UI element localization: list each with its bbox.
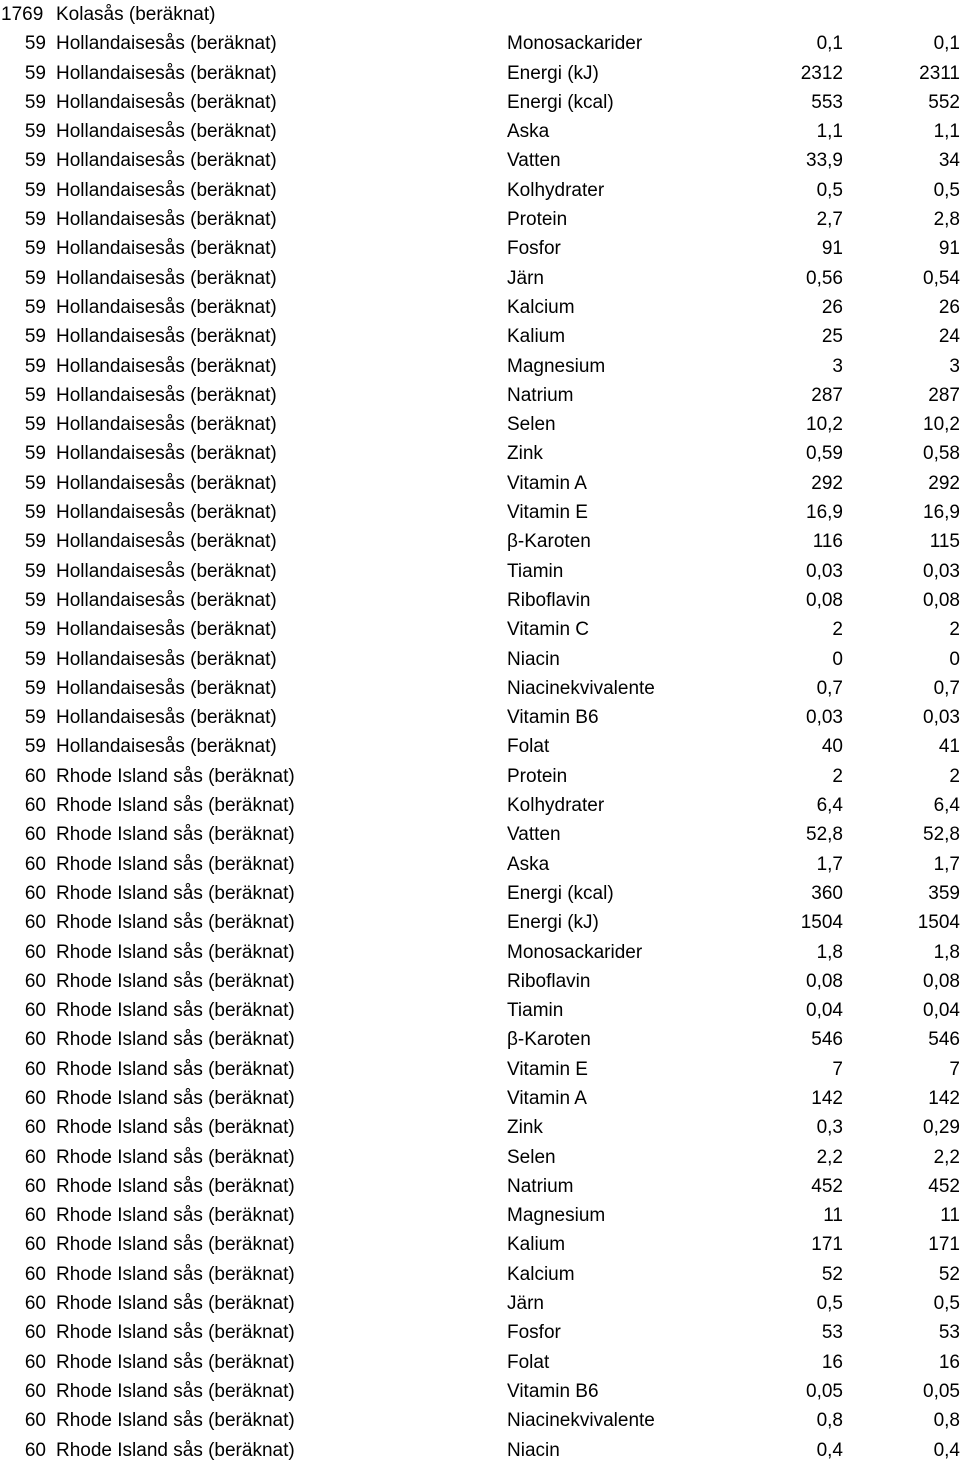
nutrient-name-cell: Zink bbox=[507, 443, 543, 465]
food-name-cell: Rhode Island sås (beräknat) bbox=[56, 1058, 295, 1080]
value-1-cell: 0,5 bbox=[816, 1293, 843, 1315]
food-id-cell: 59 bbox=[24, 707, 46, 729]
food-name-cell: Hollandaisesås (beräknat) bbox=[56, 179, 277, 201]
table-row bbox=[0, 469, 960, 498]
food-id-cell: 60 bbox=[24, 1351, 46, 1373]
header-row bbox=[0, 0, 960, 29]
nutrient-name-cell: Aska bbox=[507, 853, 550, 875]
value-1-cell: 16,9 bbox=[806, 502, 843, 524]
value-1-cell: 0,5 bbox=[816, 179, 843, 201]
nutrient-name-cell: Protein bbox=[507, 765, 568, 787]
value-1-cell: 0,4 bbox=[816, 1439, 843, 1461]
value-2-cell: 0,5 bbox=[933, 179, 960, 201]
value-2-cell: 0,03 bbox=[923, 707, 960, 729]
nutrient-name-cell: Niacinekvivalente bbox=[507, 1410, 655, 1432]
nutrient-name-cell: Vitamin B6 bbox=[507, 707, 599, 729]
nutrient-name-cell: Tiamin bbox=[507, 560, 564, 582]
food-id-cell: 60 bbox=[24, 1175, 46, 1197]
food-id-cell: 60 bbox=[24, 1293, 46, 1315]
nutrient-name-cell: Vitamin E bbox=[507, 1058, 588, 1080]
table-row bbox=[0, 1377, 960, 1406]
food-name-cell: Hollandaisesås (beräknat) bbox=[56, 296, 277, 318]
nutrient-name-cell: Niacin bbox=[507, 1439, 560, 1461]
food-id-cell: 59 bbox=[24, 33, 46, 55]
food-name-cell: Hollandaisesås (beräknat) bbox=[56, 326, 277, 348]
table-row bbox=[0, 820, 960, 849]
value-1-cell: 0,03 bbox=[806, 560, 843, 582]
value-2-cell: 52,8 bbox=[923, 824, 960, 846]
table-row bbox=[0, 1348, 960, 1377]
nutrient-name-cell: Zink bbox=[507, 1117, 543, 1139]
food-id-cell: 60 bbox=[24, 882, 46, 904]
value-1-cell: 0,1 bbox=[816, 33, 843, 55]
food-name-cell: Hollandaisesås (beräknat) bbox=[56, 648, 277, 670]
value-1-cell: 292 bbox=[811, 472, 843, 494]
nutrient-name-cell: Järn bbox=[507, 267, 544, 289]
table-row bbox=[0, 586, 960, 615]
food-name-cell: Rhode Island sås (beräknat) bbox=[56, 970, 295, 992]
table-row bbox=[0, 879, 960, 908]
value-1-cell: 2312 bbox=[800, 62, 843, 84]
value-2-cell: 1,1 bbox=[933, 121, 960, 143]
nutrient-name-cell: Vitamin A bbox=[507, 472, 587, 494]
food-id-cell: 59 bbox=[24, 560, 46, 582]
food-id-cell: 59 bbox=[24, 121, 46, 143]
table-row bbox=[0, 59, 960, 88]
value-1-cell: 0,08 bbox=[806, 970, 843, 992]
value-2-cell: 546 bbox=[928, 1029, 960, 1051]
value-2-cell: 0,08 bbox=[923, 970, 960, 992]
value-2-cell: 0,54 bbox=[923, 267, 960, 289]
nutrient-name-cell: Vitamin E bbox=[507, 502, 588, 524]
value-1-cell: 2,7 bbox=[816, 209, 843, 231]
food-id-cell: 59 bbox=[24, 619, 46, 641]
food-id-cell: 60 bbox=[24, 1263, 46, 1285]
value-1-cell: 142 bbox=[811, 1087, 843, 1109]
food-id-cell: 60 bbox=[24, 1410, 46, 1432]
nutrient-name-cell: Kalium bbox=[507, 326, 566, 348]
food-id-cell: 59 bbox=[24, 531, 46, 553]
value-2-cell: 0 bbox=[949, 648, 960, 670]
value-2-cell: 11 bbox=[940, 1205, 960, 1227]
value-2-cell: 24 bbox=[938, 326, 960, 348]
food-id-cell: 60 bbox=[24, 970, 46, 992]
food-name-cell: Hollandaisesås (beräknat) bbox=[56, 267, 277, 289]
food-id-cell: 59 bbox=[24, 589, 46, 611]
food-name-cell: Rhode Island sås (beräknat) bbox=[56, 1351, 295, 1373]
table-row bbox=[0, 205, 960, 234]
value-2-cell: 0,5 bbox=[933, 1293, 960, 1315]
table-row bbox=[0, 703, 960, 732]
table-row bbox=[0, 29, 960, 58]
food-name-cell: Hollandaisesås (beräknat) bbox=[56, 33, 277, 55]
food-name-cell: Hollandaisesås (beräknat) bbox=[56, 121, 277, 143]
food-name-cell: Rhode Island sås (beräknat) bbox=[56, 882, 295, 904]
nutrient-name-cell: Niacinekvivalente bbox=[507, 677, 655, 699]
nutrient-name-cell: Energi (kcal) bbox=[507, 91, 614, 113]
nutrient-name-cell: Folat bbox=[507, 736, 550, 758]
table-row bbox=[0, 1025, 960, 1054]
food-name-cell: Rhode Island sås (beräknat) bbox=[56, 1380, 295, 1402]
value-1-cell: 52 bbox=[821, 1263, 843, 1285]
food-name-cell: Hollandaisesås (beräknat) bbox=[56, 589, 277, 611]
nutrient-name-cell: Vatten bbox=[507, 824, 561, 846]
value-1-cell: 452 bbox=[811, 1175, 843, 1197]
table-row bbox=[0, 264, 960, 293]
value-2-cell: 53 bbox=[938, 1322, 960, 1344]
food-id-cell: 60 bbox=[24, 1439, 46, 1461]
food-id-cell: 59 bbox=[24, 150, 46, 172]
value-2-cell: 2,2 bbox=[933, 1146, 960, 1168]
nutrient-name-cell: Vitamin C bbox=[507, 619, 590, 641]
value-1-cell: 2,2 bbox=[816, 1146, 843, 1168]
value-1-cell: 10,2 bbox=[806, 414, 843, 436]
food-id-cell: 60 bbox=[24, 1029, 46, 1051]
nutrient-name-cell: Natrium bbox=[507, 384, 574, 406]
table-row bbox=[0, 410, 960, 439]
food-name-cell: Hollandaisesås (beräknat) bbox=[56, 91, 277, 113]
value-2-cell: 1,8 bbox=[933, 941, 960, 963]
table-row bbox=[0, 967, 960, 996]
food-name-cell: Rhode Island sås (beräknat) bbox=[56, 1205, 295, 1227]
value-2-cell: 34 bbox=[938, 150, 960, 172]
nutrient-name-cell: Energi (kJ) bbox=[507, 912, 599, 934]
food-id-cell: 59 bbox=[24, 62, 46, 84]
food-id-cell: 59 bbox=[24, 355, 46, 377]
food-name-cell: Rhode Island sås (beräknat) bbox=[56, 1263, 295, 1285]
value-1-cell: 287 bbox=[811, 384, 843, 406]
header-food-name: Kolasås (beräknat) bbox=[56, 4, 216, 25]
table-row bbox=[0, 352, 960, 381]
value-2-cell: 0,05 bbox=[923, 1380, 960, 1402]
nutrient-name-cell: Kolhydrater bbox=[507, 179, 605, 201]
value-1-cell: 171 bbox=[811, 1234, 843, 1256]
value-2-cell: 2 bbox=[949, 765, 960, 787]
value-1-cell: 0,05 bbox=[806, 1380, 843, 1402]
nutrient-name-cell: Natrium bbox=[507, 1175, 574, 1197]
food-id-cell: 60 bbox=[24, 1380, 46, 1402]
value-1-cell: 1,7 bbox=[816, 853, 843, 875]
table-body bbox=[0, 29, 960, 1465]
food-id-cell: 59 bbox=[24, 267, 46, 289]
food-name-cell: Hollandaisesås (beräknat) bbox=[56, 209, 277, 231]
value-2-cell: 2311 bbox=[919, 62, 960, 84]
nutrient-name-cell: Kolhydrater bbox=[507, 795, 605, 817]
value-2-cell: 171 bbox=[928, 1234, 960, 1256]
nutrient-name-cell: Aska bbox=[507, 121, 550, 143]
value-1-cell: 25 bbox=[821, 326, 843, 348]
food-id-cell: 59 bbox=[24, 677, 46, 699]
food-name-cell: Rhode Island sås (beräknat) bbox=[56, 1087, 295, 1109]
nutrient-name-cell: β-Karoten bbox=[507, 1029, 591, 1051]
food-id-cell: 59 bbox=[24, 179, 46, 201]
food-name-cell: Rhode Island sås (beräknat) bbox=[56, 941, 295, 963]
nutrient-name-cell: Folat bbox=[507, 1351, 550, 1373]
food-id-cell: 59 bbox=[24, 648, 46, 670]
value-2-cell: 52 bbox=[938, 1263, 960, 1285]
food-name-cell: Rhode Island sås (beräknat) bbox=[56, 824, 295, 846]
value-1-cell: 26 bbox=[821, 296, 843, 318]
table-row bbox=[0, 1055, 960, 1084]
food-id-cell: 60 bbox=[24, 1234, 46, 1256]
table-row bbox=[0, 645, 960, 674]
food-id-cell: 59 bbox=[24, 502, 46, 524]
value-2-cell: 91 bbox=[938, 238, 960, 260]
food-name-cell: Hollandaisesås (beräknat) bbox=[56, 62, 277, 84]
value-1-cell: 33,9 bbox=[806, 150, 843, 172]
value-1-cell: 2 bbox=[832, 619, 843, 641]
value-2-cell: 0,03 bbox=[923, 560, 960, 582]
food-id-cell: 59 bbox=[24, 384, 46, 406]
food-name-cell: Rhode Island sås (beräknat) bbox=[56, 1410, 295, 1432]
value-2-cell: 0,1 bbox=[933, 33, 960, 55]
value-2-cell: 142 bbox=[928, 1087, 960, 1109]
value-2-cell: 26 bbox=[938, 296, 960, 318]
value-1-cell: 0,04 bbox=[806, 1000, 843, 1022]
food-name-cell: Hollandaisesås (beräknat) bbox=[56, 150, 277, 172]
nutrient-name-cell: Riboflavin bbox=[507, 970, 591, 992]
value-2-cell: 0,7 bbox=[933, 677, 960, 699]
table-row bbox=[0, 1436, 960, 1465]
table-row bbox=[0, 146, 960, 175]
food-id-cell: 59 bbox=[24, 91, 46, 113]
nutrient-name-cell: Selen bbox=[507, 1146, 556, 1168]
table-row bbox=[0, 557, 960, 586]
food-id-cell: 60 bbox=[24, 1000, 46, 1022]
table-row bbox=[0, 732, 960, 761]
value-2-cell: 10,2 bbox=[923, 414, 960, 436]
table-row bbox=[0, 674, 960, 703]
table-row bbox=[0, 615, 960, 644]
value-2-cell: 16 bbox=[938, 1351, 960, 1373]
value-1-cell: 16 bbox=[821, 1351, 843, 1373]
table-row bbox=[0, 498, 960, 527]
food-id-cell: 60 bbox=[24, 795, 46, 817]
food-name-cell: Rhode Island sås (beräknat) bbox=[56, 1029, 295, 1051]
table-row bbox=[0, 1113, 960, 1142]
table-row bbox=[0, 1406, 960, 1435]
value-1-cell: 2 bbox=[832, 765, 843, 787]
table-row bbox=[0, 176, 960, 205]
table-row bbox=[0, 1318, 960, 1347]
value-1-cell: 0,08 bbox=[806, 589, 843, 611]
table-row bbox=[0, 381, 960, 410]
food-id-cell: 59 bbox=[24, 296, 46, 318]
value-2-cell: 2 bbox=[949, 619, 960, 641]
table-row bbox=[0, 1172, 960, 1201]
food-name-cell: Rhode Island sås (beräknat) bbox=[56, 1439, 295, 1461]
food-id-cell: 59 bbox=[24, 472, 46, 494]
food-name-cell: Rhode Island sås (beräknat) bbox=[56, 1175, 295, 1197]
food-name-cell: Rhode Island sås (beräknat) bbox=[56, 1000, 295, 1022]
value-1-cell: 0,7 bbox=[816, 677, 843, 699]
header-food-id: 1769 bbox=[1, 4, 44, 25]
food-name-cell: Rhode Island sås (beräknat) bbox=[56, 853, 295, 875]
food-name-cell: Hollandaisesås (beräknat) bbox=[56, 707, 277, 729]
table-row bbox=[0, 293, 960, 322]
food-id-cell: 60 bbox=[24, 853, 46, 875]
value-1-cell: 360 bbox=[811, 882, 843, 904]
food-name-cell: Rhode Island sås (beräknat) bbox=[56, 1146, 295, 1168]
table-row bbox=[0, 938, 960, 967]
food-name-cell: Hollandaisesås (beräknat) bbox=[56, 355, 277, 377]
table-row bbox=[0, 88, 960, 117]
nutrient-name-cell: Energi (kcal) bbox=[507, 882, 614, 904]
nutrient-name-cell: Protein bbox=[507, 209, 568, 231]
table-row bbox=[0, 1143, 960, 1172]
nutrient-name-cell: Järn bbox=[507, 1293, 544, 1315]
food-id-cell: 60 bbox=[24, 1146, 46, 1168]
nutrient-name-cell: Riboflavin bbox=[507, 589, 591, 611]
food-name-cell: Rhode Island sås (beräknat) bbox=[56, 1234, 295, 1256]
food-name-cell: Rhode Island sås (beräknat) bbox=[56, 1293, 295, 1315]
nutrient-name-cell: Energi (kJ) bbox=[507, 62, 599, 84]
nutrient-name-cell: Kalcium bbox=[507, 1263, 575, 1285]
table-row bbox=[0, 996, 960, 1025]
value-2-cell: 0,4 bbox=[933, 1439, 960, 1461]
value-2-cell: 452 bbox=[928, 1175, 960, 1197]
table-row bbox=[0, 1260, 960, 1289]
food-name-cell: Hollandaisesås (beräknat) bbox=[56, 619, 277, 641]
value-1-cell: 53 bbox=[821, 1322, 843, 1344]
food-name-cell: Rhode Island sås (beräknat) bbox=[56, 795, 295, 817]
value-1-cell: 7 bbox=[832, 1058, 843, 1080]
nutrient-name-cell: Tiamin bbox=[507, 1000, 564, 1022]
value-2-cell: 7 bbox=[949, 1058, 960, 1080]
food-name-cell: Hollandaisesås (beräknat) bbox=[56, 472, 277, 494]
nutrient-name-cell: Kalcium bbox=[507, 296, 575, 318]
value-1-cell: 1,8 bbox=[816, 941, 843, 963]
value-2-cell: 6,4 bbox=[933, 795, 960, 817]
value-1-cell: 553 bbox=[811, 91, 843, 113]
food-id-cell: 60 bbox=[24, 1205, 46, 1227]
nutrient-name-cell: Selen bbox=[507, 414, 556, 436]
food-name-cell: Rhode Island sås (beräknat) bbox=[56, 1322, 295, 1344]
value-1-cell: 1504 bbox=[800, 912, 843, 934]
value-2-cell: 115 bbox=[929, 531, 960, 553]
food-name-cell: Hollandaisesås (beräknat) bbox=[56, 677, 277, 699]
value-2-cell: 292 bbox=[928, 472, 960, 494]
value-1-cell: 6,4 bbox=[816, 795, 843, 817]
nutrient-name-cell: Vitamin A bbox=[507, 1087, 587, 1109]
table-row bbox=[0, 322, 960, 351]
table-row bbox=[0, 234, 960, 263]
value-2-cell: 0,29 bbox=[923, 1117, 960, 1139]
value-1-cell: 3 bbox=[832, 355, 843, 377]
value-1-cell: 0,3 bbox=[816, 1117, 843, 1139]
value-1-cell: 91 bbox=[821, 238, 843, 260]
food-name-cell: Rhode Island sås (beräknat) bbox=[56, 912, 295, 934]
food-id-cell: 60 bbox=[24, 1117, 46, 1139]
table-row bbox=[0, 1289, 960, 1318]
food-id-cell: 59 bbox=[24, 326, 46, 348]
food-id-cell: 60 bbox=[24, 1087, 46, 1109]
nutrient-name-cell: β-Karoten bbox=[507, 531, 591, 553]
value-1-cell: 546 bbox=[811, 1029, 843, 1051]
food-id-cell: 59 bbox=[24, 238, 46, 260]
food-name-cell: Hollandaisesås (beräknat) bbox=[56, 384, 277, 406]
food-name-cell: Hollandaisesås (beräknat) bbox=[56, 560, 277, 582]
table-row bbox=[0, 117, 960, 146]
table-row bbox=[0, 850, 960, 879]
value-2-cell: 0,04 bbox=[923, 1000, 960, 1022]
value-1-cell: 116 bbox=[812, 531, 843, 553]
value-1-cell: 1,1 bbox=[816, 121, 843, 143]
nutrient-name-cell: Vatten bbox=[507, 150, 561, 172]
food-id-cell: 60 bbox=[24, 765, 46, 787]
value-2-cell: 0,58 bbox=[923, 443, 960, 465]
table-row bbox=[0, 1201, 960, 1230]
food-id-cell: 60 bbox=[24, 1322, 46, 1344]
value-1-cell: 40 bbox=[821, 736, 843, 758]
table-row bbox=[0, 439, 960, 468]
table-row bbox=[0, 527, 960, 556]
value-2-cell: 1,7 bbox=[933, 853, 960, 875]
food-name-cell: Hollandaisesås (beräknat) bbox=[56, 414, 277, 436]
value-2-cell: 3 bbox=[949, 355, 960, 377]
value-2-cell: 359 bbox=[928, 882, 960, 904]
value-1-cell: 0,03 bbox=[806, 707, 843, 729]
food-id-cell: 60 bbox=[24, 824, 46, 846]
food-name-cell: Hollandaisesås (beräknat) bbox=[56, 443, 277, 465]
food-id-cell: 60 bbox=[24, 941, 46, 963]
nutrient-name-cell: Monosackarider bbox=[507, 941, 643, 963]
table-row bbox=[0, 791, 960, 820]
value-1-cell: 52,8 bbox=[806, 824, 843, 846]
table-row bbox=[0, 908, 960, 937]
food-id-cell: 59 bbox=[24, 209, 46, 231]
food-name-cell: Hollandaisesås (beräknat) bbox=[56, 502, 277, 524]
value-1-cell: 11 bbox=[823, 1205, 843, 1227]
table-row bbox=[0, 762, 960, 791]
value-2-cell: 41 bbox=[938, 736, 960, 758]
value-1-cell: 0,59 bbox=[806, 443, 843, 465]
value-2-cell: 16,9 bbox=[923, 502, 960, 524]
nutrient-name-cell: Niacin bbox=[507, 648, 560, 670]
nutrient-name-cell: Kalium bbox=[507, 1234, 566, 1256]
table-row bbox=[0, 1084, 960, 1113]
food-id-cell: 59 bbox=[24, 443, 46, 465]
value-2-cell: 0,08 bbox=[923, 589, 960, 611]
food-name-cell: Hollandaisesås (beräknat) bbox=[56, 736, 277, 758]
value-1-cell: 0,56 bbox=[806, 267, 843, 289]
food-name-cell: Hollandaisesås (beräknat) bbox=[56, 238, 277, 260]
value-2-cell: 2,8 bbox=[933, 209, 960, 231]
nutrient-name-cell: Vitamin B6 bbox=[507, 1380, 599, 1402]
food-name-cell: Rhode Island sås (beräknat) bbox=[56, 1117, 295, 1139]
food-id-cell: 60 bbox=[24, 1058, 46, 1080]
value-1-cell: 0,8 bbox=[816, 1410, 843, 1432]
value-2-cell: 1504 bbox=[917, 912, 960, 934]
nutrient-name-cell: Monosackarider bbox=[507, 33, 643, 55]
food-name-cell: Rhode Island sås (beräknat) bbox=[56, 765, 295, 787]
food-id-cell: 59 bbox=[24, 414, 46, 436]
value-2-cell: 552 bbox=[928, 91, 960, 113]
nutrient-name-cell: Magnesium bbox=[507, 355, 606, 377]
value-1-cell: 0 bbox=[832, 648, 843, 670]
value-2-cell: 0,8 bbox=[933, 1410, 960, 1432]
value-2-cell: 287 bbox=[928, 384, 960, 406]
nutrient-name-cell: Fosfor bbox=[507, 238, 561, 260]
food-name-cell: Hollandaisesås (beräknat) bbox=[56, 531, 277, 553]
nutrient-name-cell: Magnesium bbox=[507, 1205, 606, 1227]
nutrient-name-cell: Fosfor bbox=[507, 1322, 561, 1344]
table-row bbox=[0, 1230, 960, 1259]
food-id-cell: 60 bbox=[24, 912, 46, 934]
food-id-cell: 59 bbox=[24, 736, 46, 758]
